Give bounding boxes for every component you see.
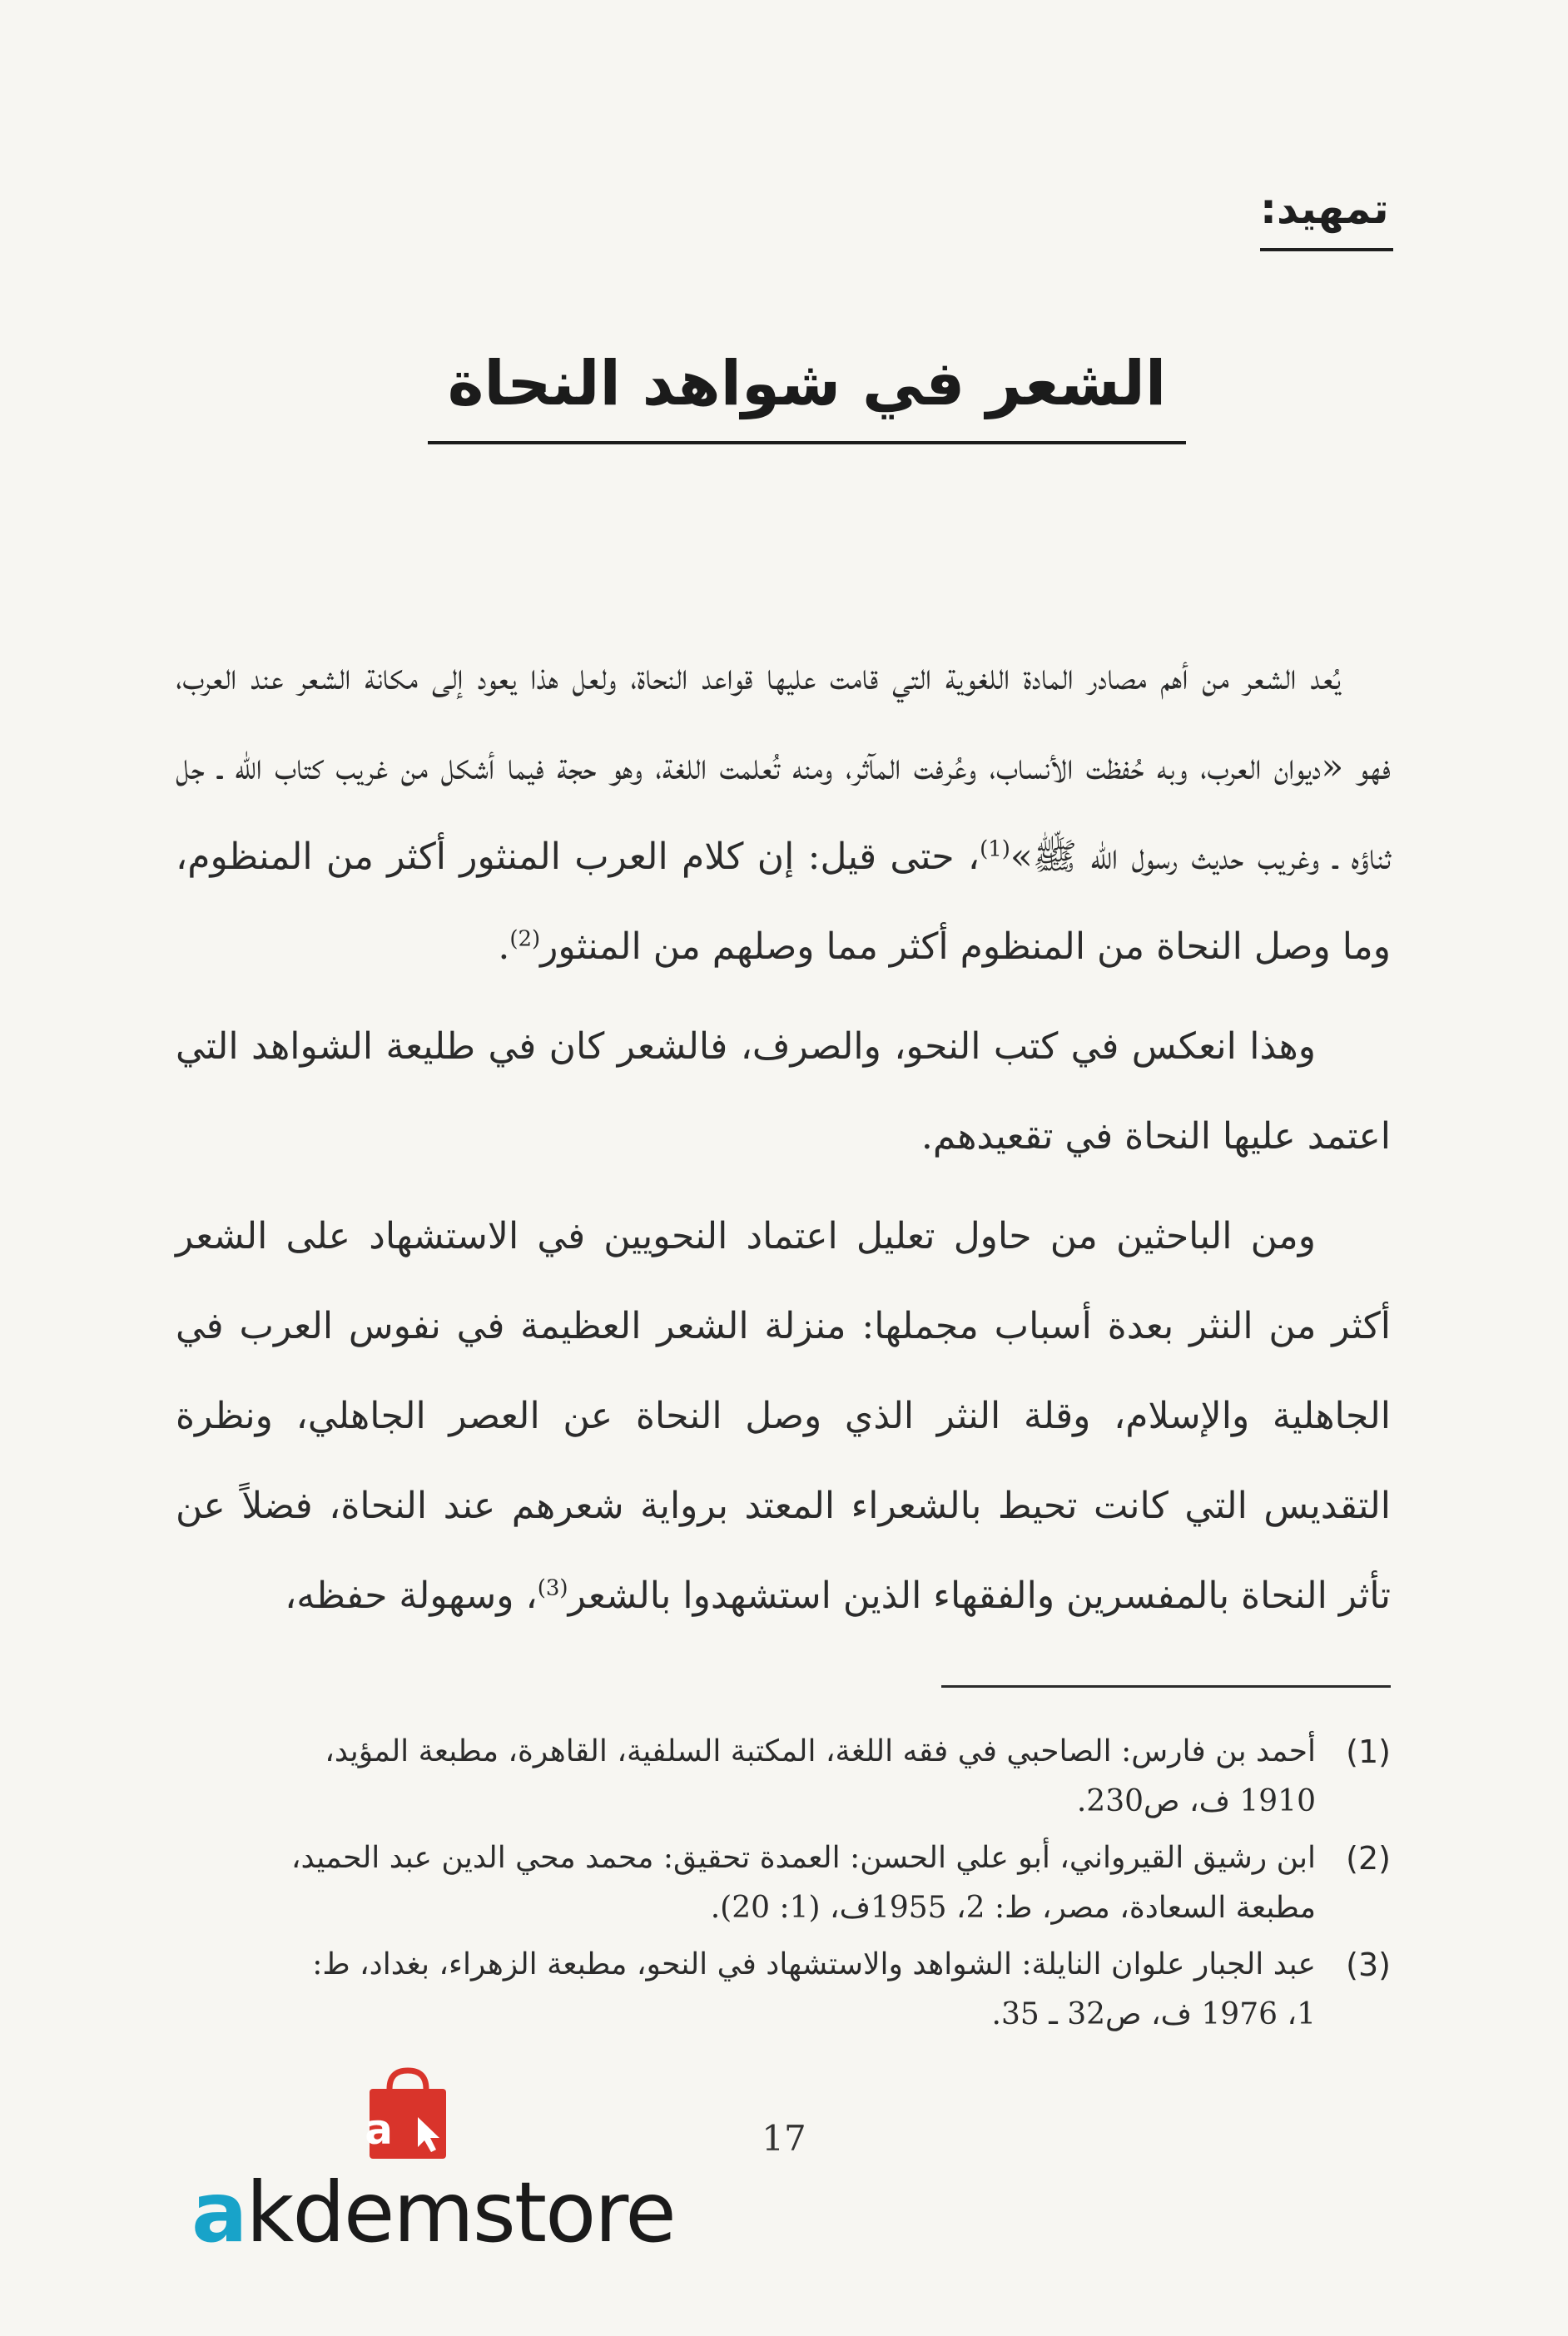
chapter-title: الشعر في شواهد النحاة [428,348,1187,444]
footnote-line: 1910 ف، ص230. [1076,1784,1316,1818]
footnote-line: 1، 1976 ف، ص32 ـ 35. [991,1997,1316,2031]
logo-wordmark-a: a [191,2164,246,2261]
footnote-2 [176,1833,1391,1933]
paragraph-1-text-a: يُعد الشعر من أهم مصادر المادة اللغوية التي قامت عليها قواعد النحاة، ولعل هذا يعود إلى مكانة الشعر عند العرب، فهو «ديوان العرب، وبه حُفظت الأنساب، وعُرفت المآثر، ومنه تُعلمت اللغة، وهو حجة فيما أشكل من غريب كتاب الله ـ جل ثناؤه ـ وغريب حديث رسول الله ﷺ» [176,656,1392,878]
footnote-line: مطبعة السعادة، مصر، ط: 2، 1955ف، (1: 20). [710,1891,1316,1925]
footnotes [176,1727,1391,2046]
section-label: تمهيد: [1260,185,1393,251]
footnote-3 [176,1940,1391,2040]
footnote-ref-1: (1) [980,836,1010,862]
footnote-divider [941,1685,1391,1688]
footnote-ref-2: (2) [509,926,541,952]
footnote-number: (1) [1346,1733,1391,1770]
footnote-line: ابن رشيق القيرواني، أبو علي الحسن: العمدة تحقيق: محمد محي الدين عبد الحميد، [290,1841,1316,1875]
logo-mark-letter: a [365,2105,393,2154]
logo-wordmark-rest: kdemstore [246,2164,675,2261]
paragraph-3-text-b: ، وسهولة حفظه، [285,1575,538,1617]
paragraph-1-text-c: . [498,925,510,968]
footnote-text [176,1940,1316,2040]
book-bag-icon [358,2064,458,2164]
paragraph-3-text-a: ومن الباحثين من حاول تعليل اعتماد النحويين في الاستشهاد على الشعر أكثر من النثر بعدة أسباب مجملها: منزلة الشعر العظيمة في نفوس العرب في الجاهلية والإسلام، وقلة النثر الذي وصل النحاة عن العصر الجاهلي، ونظرة التقديس التي كانت تحيط بالشعراء المعتد برواية شعرهم عند النحاة، فضلاً عن تأثر النحاة بالمفسرين والفقهاء الذين استشهدوا بالشعر [176,1215,1392,1617]
body-text [176,632,1391,1651]
page-number: 17 [762,2118,806,2159]
footnote-text [176,1727,1316,1827]
footnote-line: أحمد بن فارس: الصاحبي في فقه اللغة، المكتبة السلفية، القاهرة، مطبعة المؤيد، [325,1734,1316,1768]
paragraph-1 [176,632,1391,992]
store-logo [191,2064,675,2264]
paragraph-3 [176,1192,1391,1641]
footnote-text [176,1833,1316,1933]
chapter-title-wrap [0,348,1568,444]
footnote-number: (3) [1346,1947,1391,1983]
footnote-ref-3: (3) [537,1575,568,1601]
logo-wordmark [191,2164,675,2261]
footnote-1 [176,1727,1391,1827]
paragraph-2: وهذا انعكس في كتب النحو، والصرف، فالشعر كان في طليعة الشواهد التي اعتمد عليها النحاة في تقعيدهم. [176,1025,1391,1158]
footnote-number: (2) [1346,1840,1391,1877]
footnote-line: عبد الجبار علوان النايلة: الشواهد والاستشهاد في النحو، مطبعة الزهراء، بغداد، ط: [312,1947,1316,1981]
paragraph-1-text-b: ، حتى قيل: إن كلام العرب المنثور أكثر من المنظوم، وما وصل النحاة من المنظوم أكثر مما وصلهم من المنثور [176,836,1391,968]
